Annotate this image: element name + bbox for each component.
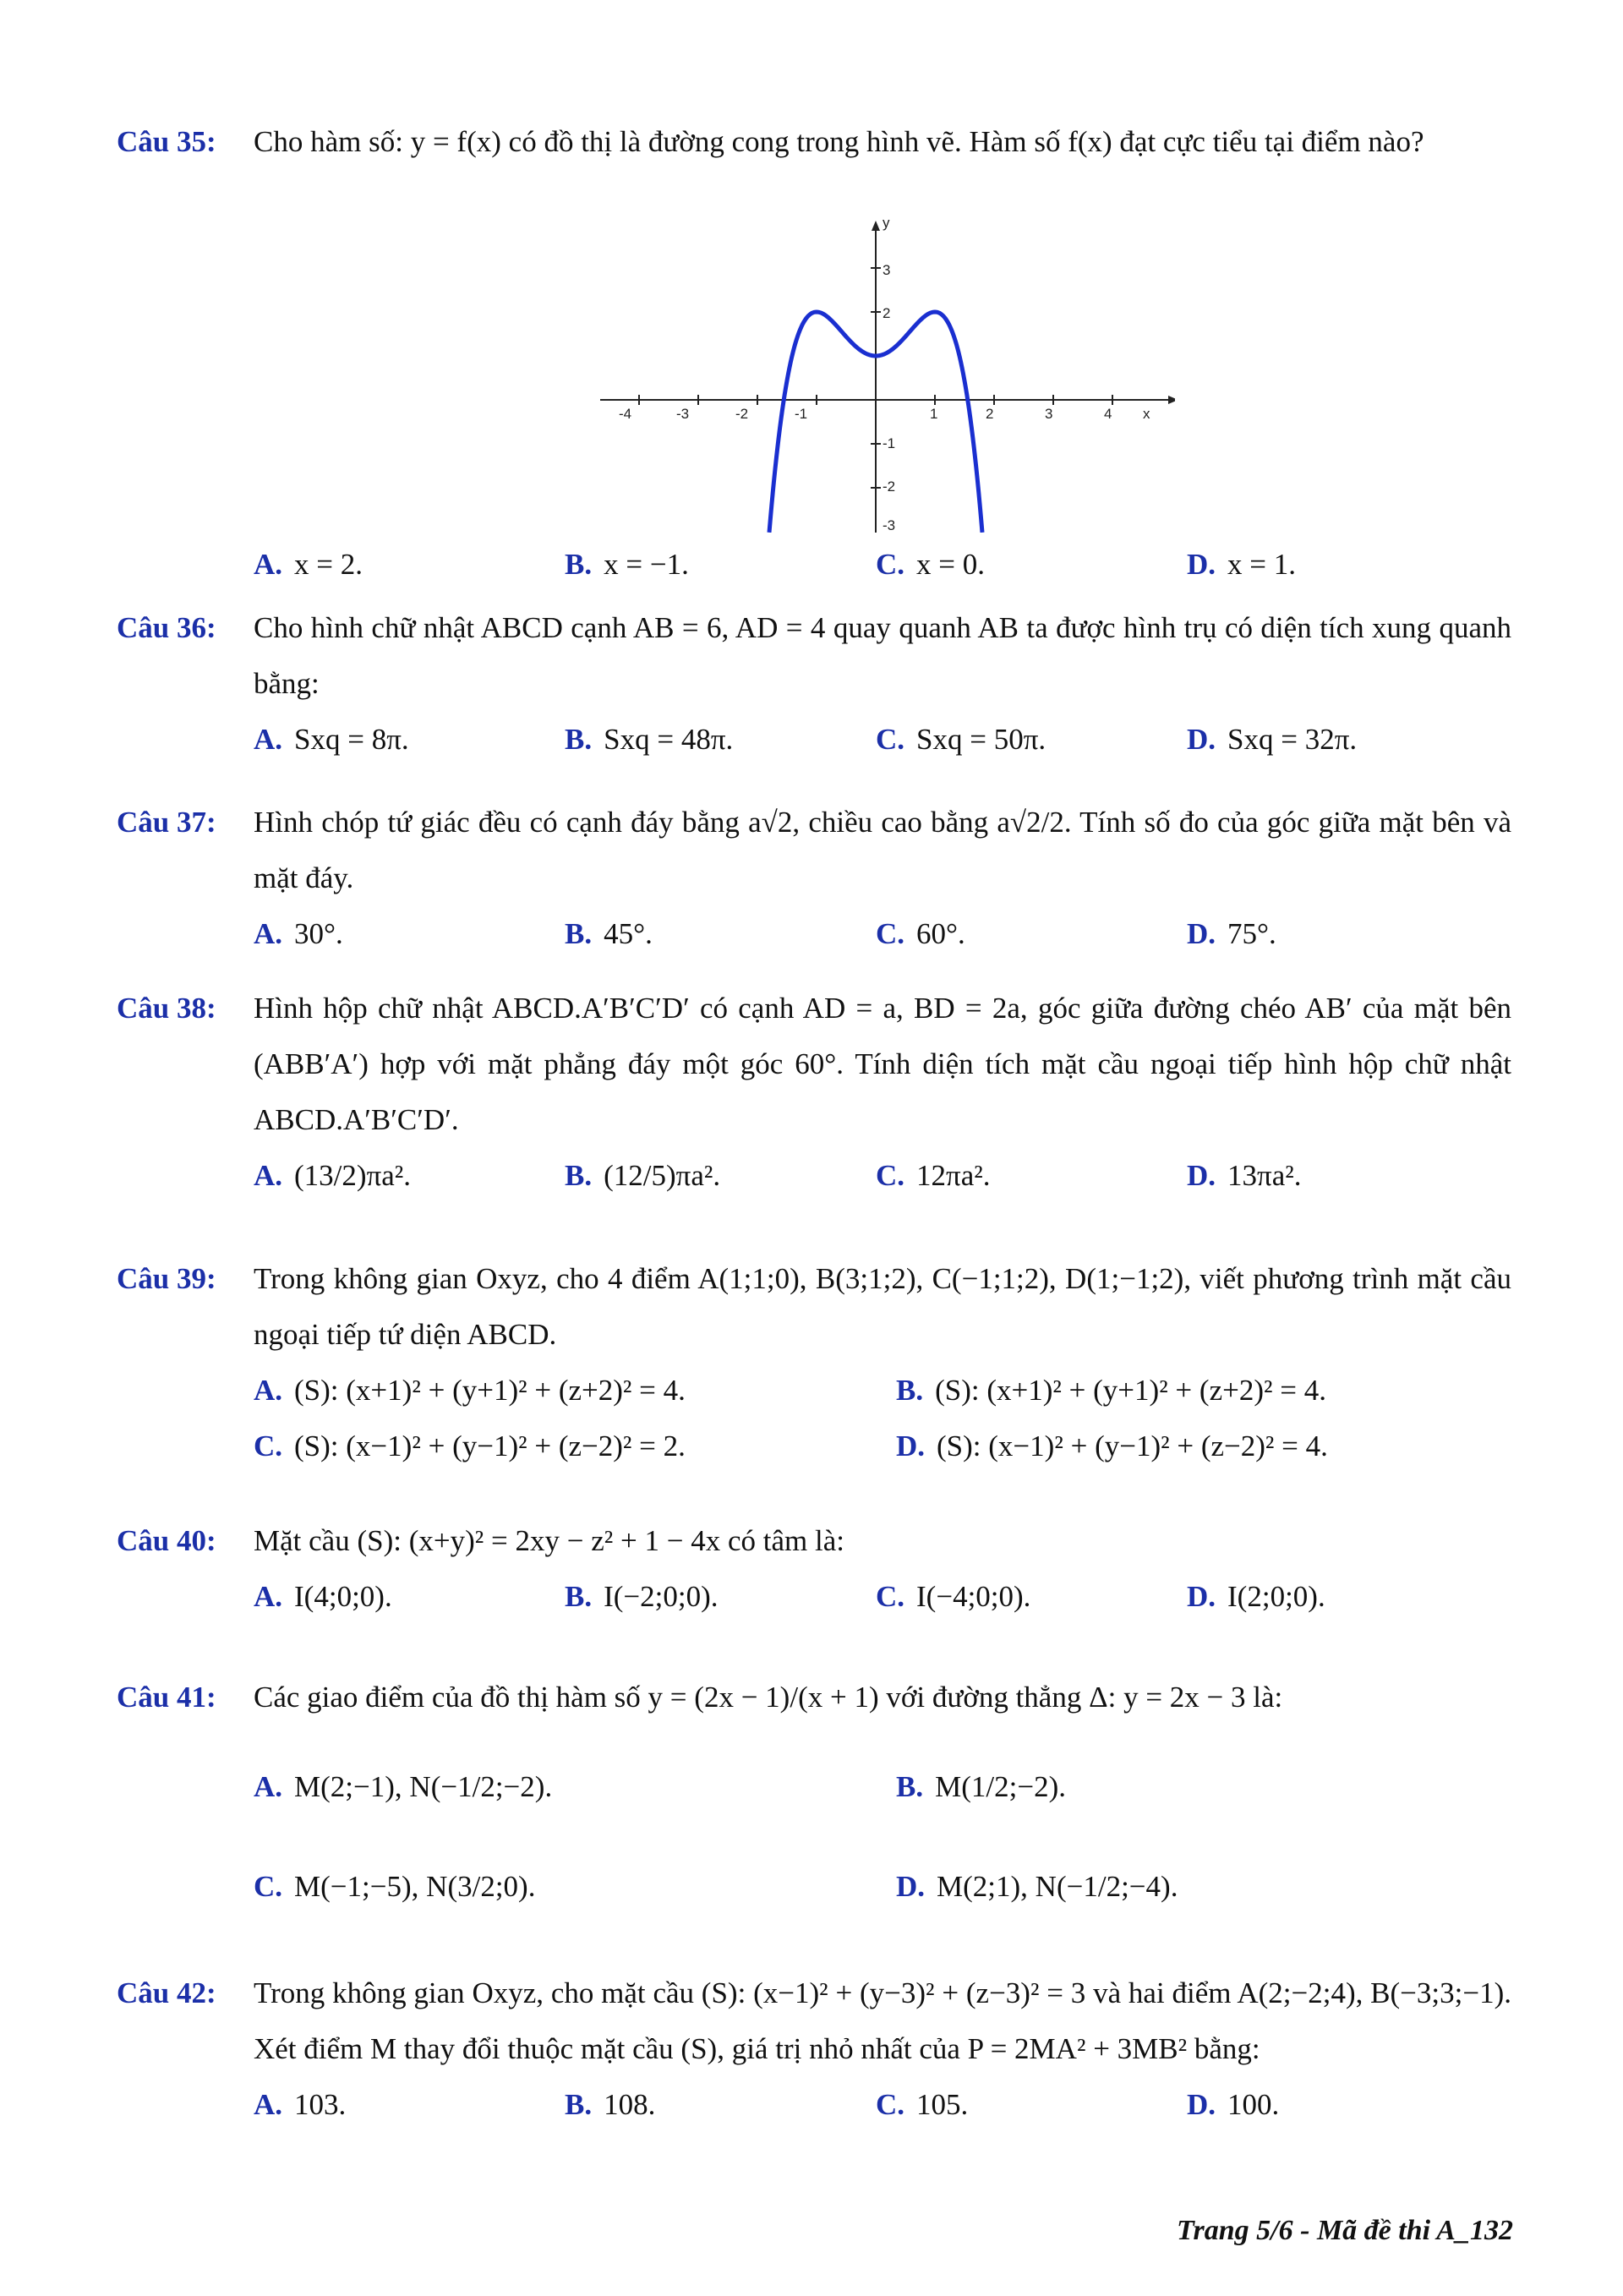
option-letter: B. [896,1374,924,1407]
option-d[interactable] [1187,1148,1301,1204]
option-text: Sxq = 8π. [294,723,409,756]
option-letter: D. [1187,917,1216,950]
option-text: 103. [294,2088,347,2121]
question-number: Câu 35: [117,125,216,158]
option-b[interactable] [896,1363,1326,1419]
question-stem: Hình chóp tứ giác đều có cạnh đáy bằng a√2, chiều cao bằng a√2/2. Tính số đo của góc giữa mặt bên và mặt đáy. [254,806,1511,894]
x-axis-label: x [1143,406,1150,422]
option-a[interactable] [254,537,363,593]
option-letter: B. [565,2088,593,2121]
option-c[interactable] [876,1148,990,1204]
x-tick-label: 3 [1045,406,1053,422]
question-number: Câu 37: [117,806,216,839]
option-a[interactable] [254,712,409,768]
option-letter: A. [254,1770,283,1803]
option-d[interactable] [1187,537,1296,593]
question-stem: Mặt cầu (S): (x+y)² = 2xy − z² + 1 − 4x có tâm là: [254,1524,844,1557]
option-letter: D. [1187,723,1216,756]
x-axis-arrow [1168,396,1175,404]
option-text: M(1/2;−2). [935,1770,1066,1803]
option-letter: D. [1187,1580,1216,1613]
option-text: 30°. [294,917,343,950]
option-b[interactable] [565,712,733,768]
question-35-options [117,537,1511,593]
question-number: Câu 41: [117,1681,216,1714]
option-letter: B. [896,1770,924,1803]
option-b[interactable] [565,1569,719,1625]
option-a[interactable] [254,906,343,962]
option-b[interactable] [565,537,689,593]
option-c[interactable] [876,906,965,962]
option-text: 105. [916,2088,969,2121]
option-text: 75°. [1227,917,1276,950]
option-a[interactable] [254,1759,552,1815]
option-d[interactable] [1187,712,1357,768]
x-tick-label: -1 [795,406,808,422]
option-letter: B. [565,548,593,581]
option-letter: C. [876,1580,905,1613]
option-letter: A. [254,1159,283,1192]
option-b[interactable] [565,2077,655,2133]
option-c[interactable] [876,537,985,593]
question-stem: Hình hộp chữ nhật ABCD.A′B′C′D′ có cạnh AD = a, BD = 2a, góc giữa đường chéo AB′ của mặt bên (ABB′A′) hợp với mặt phẳng đáy một góc 60°. Tính diện tích mặt cầu ngoại tiếp hình hộp chữ nhật ABCD.A′B′C′D′. [254,992,1511,1136]
y-axis-label: y [883,216,890,231]
option-text: x = 2. [294,548,363,581]
question-number: Câu 42: [117,1976,216,2009]
option-letter: A. [254,2088,283,2121]
option-letter: A. [254,1580,283,1613]
question-number: Câu 39: [117,1262,216,1295]
option-letter: D. [1187,2088,1216,2121]
y-tick-label: 3 [883,262,891,278]
question-stem: Trong không gian Oxyz, cho 4 điểm A(1;1;0), B(3;1;2), C(−1;1;2), D(1;−1;2), viết phương trình mặt cầu ngoại tiếp tứ diện ABCD. [254,1262,1511,1351]
option-b[interactable] [896,1759,1066,1815]
question-38 [117,981,1511,1204]
option-letter: A. [254,723,283,756]
option-text: M(−1;−5), N(3/2;0). [294,1870,536,1903]
option-text: 100. [1227,2088,1280,2121]
y-axis-arrow [872,221,880,231]
option-letter: B. [565,1159,593,1192]
option-b[interactable] [565,906,653,962]
option-d[interactable] [1187,1569,1325,1625]
option-text: (12/5)πa². [604,1159,721,1192]
x-tick-label: -2 [735,406,749,422]
x-tick-label: -3 [676,406,690,422]
option-text: I(−4;0;0). [916,1580,1031,1613]
y-tick-label: -2 [883,478,896,495]
option-letter: C. [876,548,905,581]
option-text: Sxq = 32π. [1227,723,1358,756]
question-stem: Cho hình chữ nhật ABCD cạnh AB = 6, AD = 4 quay quanh AB ta được hình trụ có diện tích xung quanh bằng: [254,611,1511,700]
question-stem: Trong không gian Oxyz, cho mặt cầu (S): (x−1)² + (y−3)² + (z−3)² = 3 và hai điểm A(2;−2;4), B(−3;3;−1). Xét điểm M thay đổi thuộc mặt cầu (S), giá trị nhỏ nhất của P = 2MA² + 3MB² bằng: [254,1976,1511,2065]
option-c[interactable] [876,712,1046,768]
option-text: M(2;1), N(−1/2;−4). [937,1870,1178,1903]
option-letter: A. [254,548,283,581]
option-c[interactable] [876,2077,968,2133]
option-a[interactable] [254,1148,411,1204]
option-text: I(4;0;0). [294,1580,392,1613]
option-d[interactable] [1187,906,1276,962]
option-letter: C. [876,1159,905,1192]
option-c[interactable] [254,1419,686,1474]
x-tick-label: 1 [930,406,938,422]
y-tick-label: 2 [883,305,891,321]
option-text: (13/2)πa². [294,1159,412,1192]
option-letter: D. [1187,1159,1216,1192]
question-stem: Cho hàm số: y = f(x) có đồ thị là đường cong trong hình vẽ. Hàm số f(x) đạt cực tiểu tại điểm nào? [254,125,1424,158]
question-39 [117,1251,1511,1474]
option-letter: B. [565,917,593,950]
option-text: M(2;−1), N(−1/2;−2). [294,1770,553,1803]
option-letter: C. [254,1430,283,1462]
option-text: 13πa². [1227,1159,1302,1192]
option-d[interactable] [1187,2077,1279,2133]
option-letter: D. [896,1430,926,1462]
option-letter: A. [254,917,283,950]
option-letter: D. [896,1870,926,1903]
option-letter: C. [876,723,905,756]
option-text: x = 0. [916,548,986,581]
x-tick-label: -4 [619,406,632,422]
option-text: (S): (x+1)² + (y+1)² + (z+2)² = 4. [935,1374,1326,1407]
question-41 [117,1670,1511,1915]
x-tick-label: 2 [986,406,994,422]
option-letter: B. [565,723,593,756]
y-tick-label: -3 [883,517,896,533]
x-tick-label: 4 [1104,406,1112,422]
option-text: 45°. [604,917,653,950]
y-tick-label: -1 [883,435,896,451]
option-d[interactable] [896,1859,1178,1915]
question-40 [117,1513,1511,1625]
option-c[interactable] [254,1859,535,1915]
option-text: 12πa². [916,1159,991,1192]
option-a[interactable] [254,2077,346,2133]
question-35 [117,114,1511,170]
option-letter: C. [876,2088,905,2121]
option-text: 108. [604,2088,656,2121]
option-letter: B. [565,1580,593,1613]
question-number: Câu 38: [117,992,216,1025]
question-42 [117,1965,1511,2133]
page-footer: Trang 5/6 - Mã đề thi A_132 [1177,2215,1513,2246]
option-letter: A. [254,1374,283,1407]
question-36 [117,600,1511,768]
option-a[interactable] [254,1363,686,1419]
option-letter: C. [254,1870,283,1903]
option-letter: D. [1187,548,1216,581]
question-number: Câu 36: [117,611,216,644]
question-37 [117,795,1511,962]
option-a[interactable] [254,1569,392,1625]
option-d[interactable] [896,1419,1328,1474]
option-text: Sxq = 50π. [916,723,1046,756]
option-text: Sxq = 48π. [604,723,734,756]
question-stem: Các giao điểm của đồ thị hàm số y = (2x − 1)/(x + 1) với đường thẳng Δ: y = 2x − 3 là: [254,1681,1283,1714]
option-text: (S): (x+1)² + (y+1)² + (z+2)² = 4. [294,1374,686,1407]
option-text: (S): (x−1)² + (y−1)² + (z−2)² = 2. [294,1430,686,1462]
option-text: I(2;0;0). [1227,1580,1325,1613]
option-text: x = 1. [1227,548,1297,581]
option-text: I(−2;0;0). [604,1580,719,1613]
option-text: x = −1. [604,548,689,581]
option-c[interactable] [876,1569,1030,1625]
question-number: Câu 40: [117,1524,216,1557]
option-b[interactable] [565,1148,720,1204]
option-text: 60°. [916,917,965,950]
option-text: (S): (x−1)² + (y−1)² + (z−2)² = 4. [937,1430,1328,1462]
option-letter: C. [876,917,905,950]
function-graph [600,216,1175,533]
